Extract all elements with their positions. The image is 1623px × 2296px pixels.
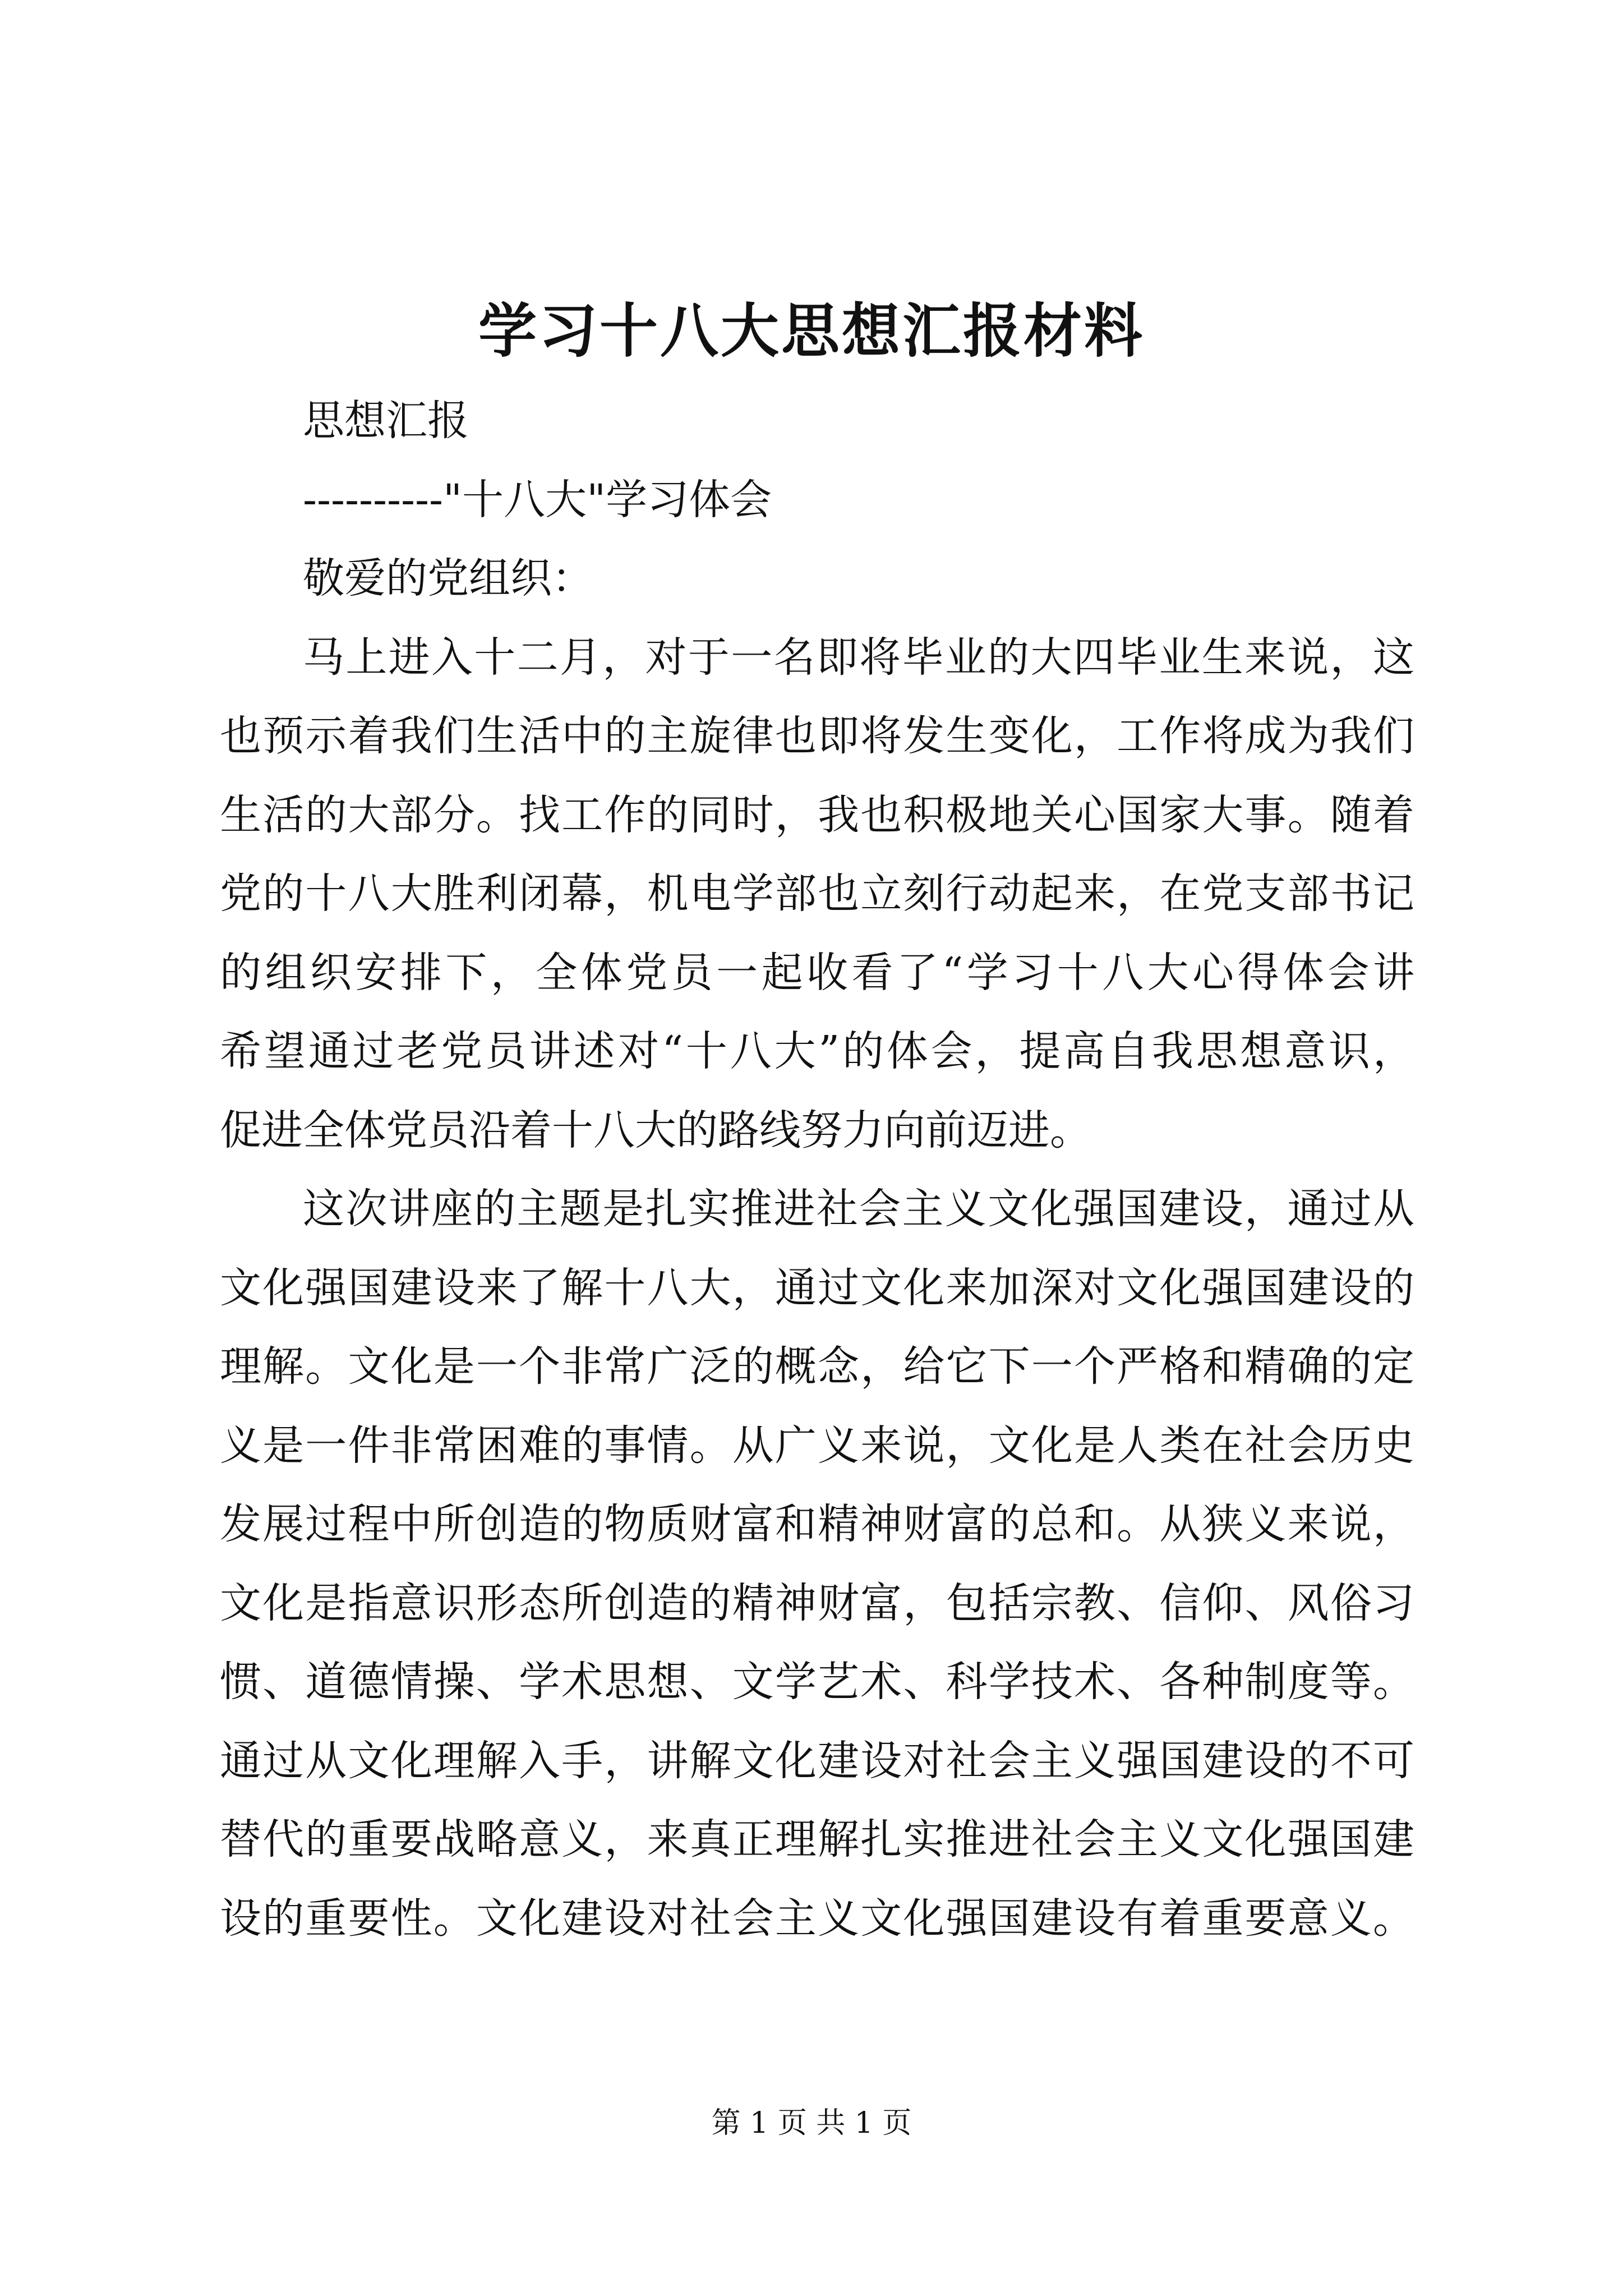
- body-line: ----------"十八大"学习体会: [303, 475, 772, 524]
- body-line: 敬爱的党组织：: [303, 554, 593, 602]
- body-line: 思想汇报: [303, 397, 469, 445]
- document-body: [220, 381, 1414, 1958]
- body-line: 通过从文化理解入手，讲解文化建设对社会主义强国建设的不可: [220, 1736, 1414, 1785]
- body-line: 促进全体党员沿着十八大的路线努力向前迈进。: [220, 1106, 1091, 1154]
- body-line: 党的十八大胜利闭幕，机电学部也立刻行动起来，在党支部书记: [220, 869, 1414, 918]
- body-line: 设的重要性。文化建设对社会主义文化强国建设有着重要意义。: [220, 1894, 1414, 1943]
- body-line: 希望通过老党员讲述对“十八大”的体会，提高自我思想意识，: [220, 1027, 1414, 1075]
- body-line: 文化强国建设来了解十八大，通过文化来加深对文化强国建设的: [220, 1263, 1414, 1312]
- body-line: 这次讲座的主题是扎实推进社会主义文化强国建设，通过从: [303, 1185, 1414, 1233]
- body-line: 的组织安排下，全体党员一起收看了“学习十八大心得体会讲: [220, 948, 1414, 997]
- body-line: 义是一件非常困难的事情。从广义来说，文化是人类在社会历史: [220, 1421, 1414, 1470]
- body-line: 文化是指意识形态所创造的精神财富，包括宗教、信仰、风俗习: [220, 1579, 1414, 1627]
- body-line: 发展过程中所创造的物质财富和精神财富的总和。从狭义来说，: [220, 1500, 1414, 1548]
- body-line: 替代的重要战略意义，来真正理解扎实推进社会主义文化强国建: [220, 1815, 1414, 1864]
- body-line: 理解。文化是一个非常广泛的概念，给它下一个严格和精确的定: [220, 1342, 1414, 1391]
- body-line: 生活的大部分。找工作的同时，我也积极地关心国家大事。随着: [220, 790, 1414, 839]
- body-line: 也预示着我们生活中的主旋律也即将发生变化，工作将成为我们: [220, 712, 1414, 760]
- body-line: 马上进入十二月，对于一名即将毕业的大四毕业生来说，这: [303, 633, 1414, 682]
- page-footer: 第 1 页 共 1 页: [711, 2106, 912, 2140]
- document-title: 学习十八大思想汇报材料: [478, 296, 1145, 365]
- body-line: 惯、道德情操、学术思想、文学艺术、科学技术、各种制度等。: [220, 1658, 1414, 1706]
